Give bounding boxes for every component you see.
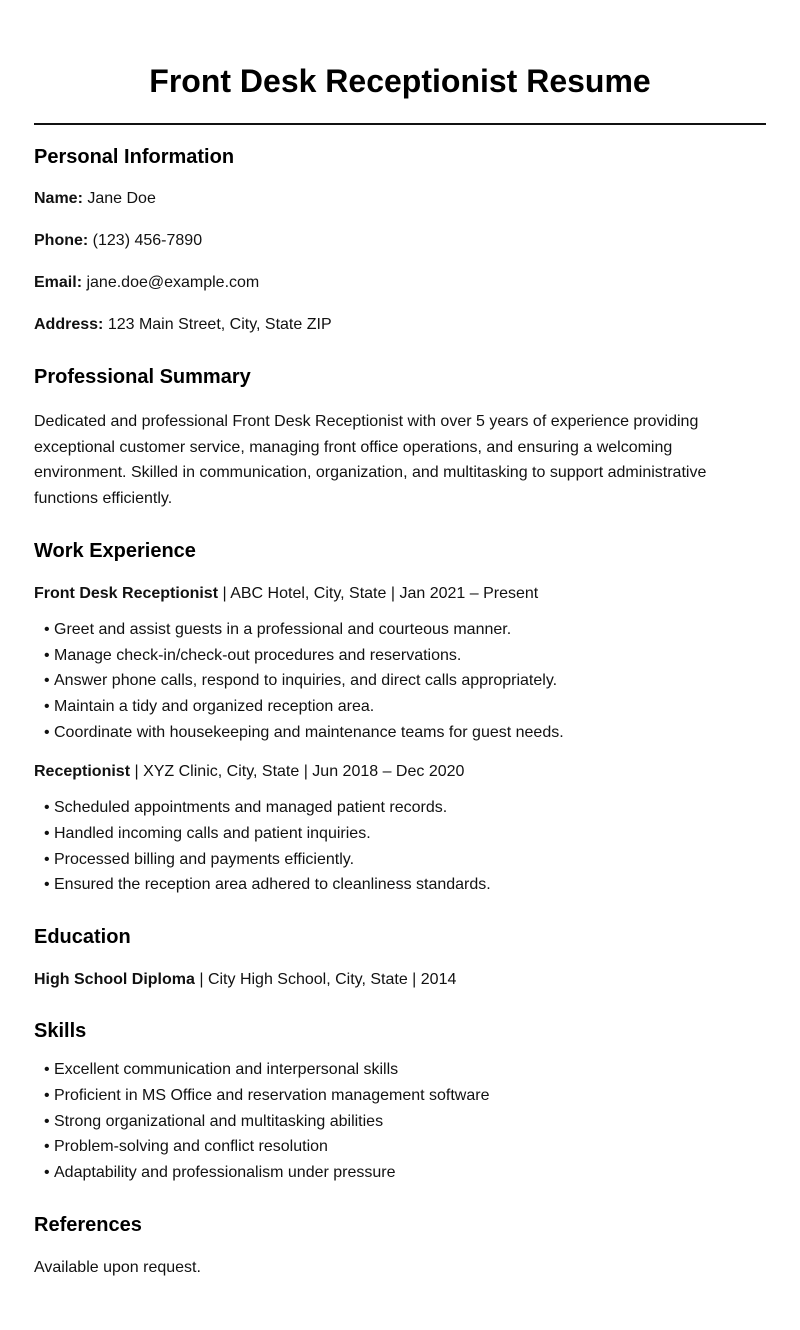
degree-name: High School Diploma: [34, 971, 195, 989]
job-duties-list: [34, 617, 766, 746]
summary-text: Dedicated and professional Front Desk Receptionist with over 5 years of experience providing exceptional customer service, managing front office operations, and ensuring a welcoming environment. Skilled in communication, organization, and multitasking to support administrative functions efficiently.: [34, 413, 707, 508]
address-value: 123 Main Street, City, State ZIP: [107, 316, 332, 333]
list-item: [44, 1083, 766, 1109]
references-section: [34, 1213, 766, 1278]
job-details: | XYZ Clinic, City, State | Jun 2018 – Dec 2020: [130, 763, 465, 781]
list-item-text: Proficient in MS Office and reservation management software: [54, 1086, 490, 1104]
education-section: [34, 925, 766, 990]
page-title: Front Desk Receptionist Resume: [149, 63, 651, 99]
list-item-text: Answer phone calls, respond to inquiries, and direct calls appropriately.: [54, 672, 558, 690]
list-item: [44, 668, 766, 694]
section-heading-personal: Personal Information: [34, 146, 235, 168]
bullet-icon: •: [44, 1163, 50, 1181]
job-role: Receptionist: [34, 763, 131, 781]
list-item: [44, 617, 766, 643]
email-value: jane.doe@example.com: [86, 274, 260, 291]
job-role: Front Desk Receptionist: [34, 584, 219, 602]
list-item: [44, 643, 766, 669]
name-line: [34, 189, 766, 209]
bullet-icon: •: [44, 646, 50, 664]
list-item-text: Strong organizational and multitasking abilities: [54, 1112, 384, 1130]
bullet-icon: •: [44, 1138, 50, 1156]
bullet-icon: •: [44, 1061, 50, 1079]
bullet-icon: •: [44, 850, 50, 868]
list-item: [44, 1109, 766, 1135]
title-divider: [34, 123, 766, 125]
list-item-text: Coordinate with housekeeping and maintenance teams for guest needs.: [54, 723, 564, 741]
list-item-text: Processed billing and payments efficiently.: [54, 850, 355, 868]
list-item: [44, 821, 766, 847]
section-heading-references: References: [34, 1213, 142, 1236]
job-details: | ABC Hotel, City, State | Jan 2021 – Present: [218, 584, 539, 602]
bullet-icon: •: [44, 697, 50, 715]
education-line: [34, 970, 766, 990]
skills-list: [34, 1057, 766, 1186]
education-details: | City High School, City, State | 2014: [194, 971, 457, 989]
list-item-text: Scheduled appointments and managed patient records.: [54, 799, 448, 817]
section-heading-education: Education: [34, 926, 131, 949]
phone-line: [34, 231, 766, 251]
address-line: [34, 315, 766, 335]
bullet-icon: •: [44, 876, 50, 894]
list-item: [44, 1057, 766, 1083]
bullet-icon: •: [44, 723, 50, 741]
name-value: Jane Doe: [87, 190, 156, 207]
phone-value: (123) 456-7890: [92, 232, 203, 249]
personal-information-section: [34, 145, 766, 335]
section-heading-work: Work Experience: [34, 539, 196, 562]
list-item: [44, 795, 766, 821]
references-text: Available upon request.: [34, 1258, 201, 1276]
section-heading-summary: Professional Summary: [34, 366, 251, 388]
name-label: Name:: [34, 190, 83, 207]
bullet-icon: •: [44, 672, 50, 690]
list-item-text: Greet and assist guests in a professional and courteous manner.: [54, 620, 512, 638]
email-line: [34, 273, 766, 293]
professional-summary-section: [34, 365, 766, 512]
list-item-text: Handled incoming calls and patient inquiries.: [54, 825, 371, 843]
skills-section: [34, 1019, 766, 1186]
list-item-text: Excellent communication and interpersonal skills: [54, 1061, 399, 1079]
job-title-line: [34, 584, 766, 604]
list-item: [44, 694, 766, 720]
bullet-icon: •: [44, 1112, 50, 1130]
phone-label: Phone:: [34, 232, 89, 249]
job-title-line: [34, 762, 766, 782]
resume-page: [34, 0, 766, 1278]
list-item-text: Maintain a tidy and organized reception area.: [54, 697, 375, 715]
address-label: Address:: [34, 316, 104, 333]
bullet-icon: •: [44, 1086, 50, 1104]
list-item: [44, 872, 766, 898]
list-item: [44, 720, 766, 746]
bullet-icon: •: [44, 799, 50, 817]
list-item-text: Ensured the reception area adhered to cleanliness standards.: [54, 876, 491, 894]
bullet-icon: •: [44, 825, 50, 843]
list-item: [44, 1134, 766, 1160]
list-item: [44, 847, 766, 873]
work-experience-section: [34, 539, 766, 898]
bullet-icon: •: [44, 620, 50, 638]
list-item: [44, 1160, 766, 1186]
email-label: Email:: [34, 274, 83, 291]
section-heading-skills: Skills: [34, 1020, 87, 1043]
job-duties-list: [34, 795, 766, 898]
list-item-text: Problem-solving and conflict resolution: [54, 1138, 328, 1156]
list-item-text: Manage check-in/check-out procedures and reservations.: [54, 646, 462, 664]
list-item-text: Adaptability and professionalism under pressure: [54, 1163, 396, 1181]
